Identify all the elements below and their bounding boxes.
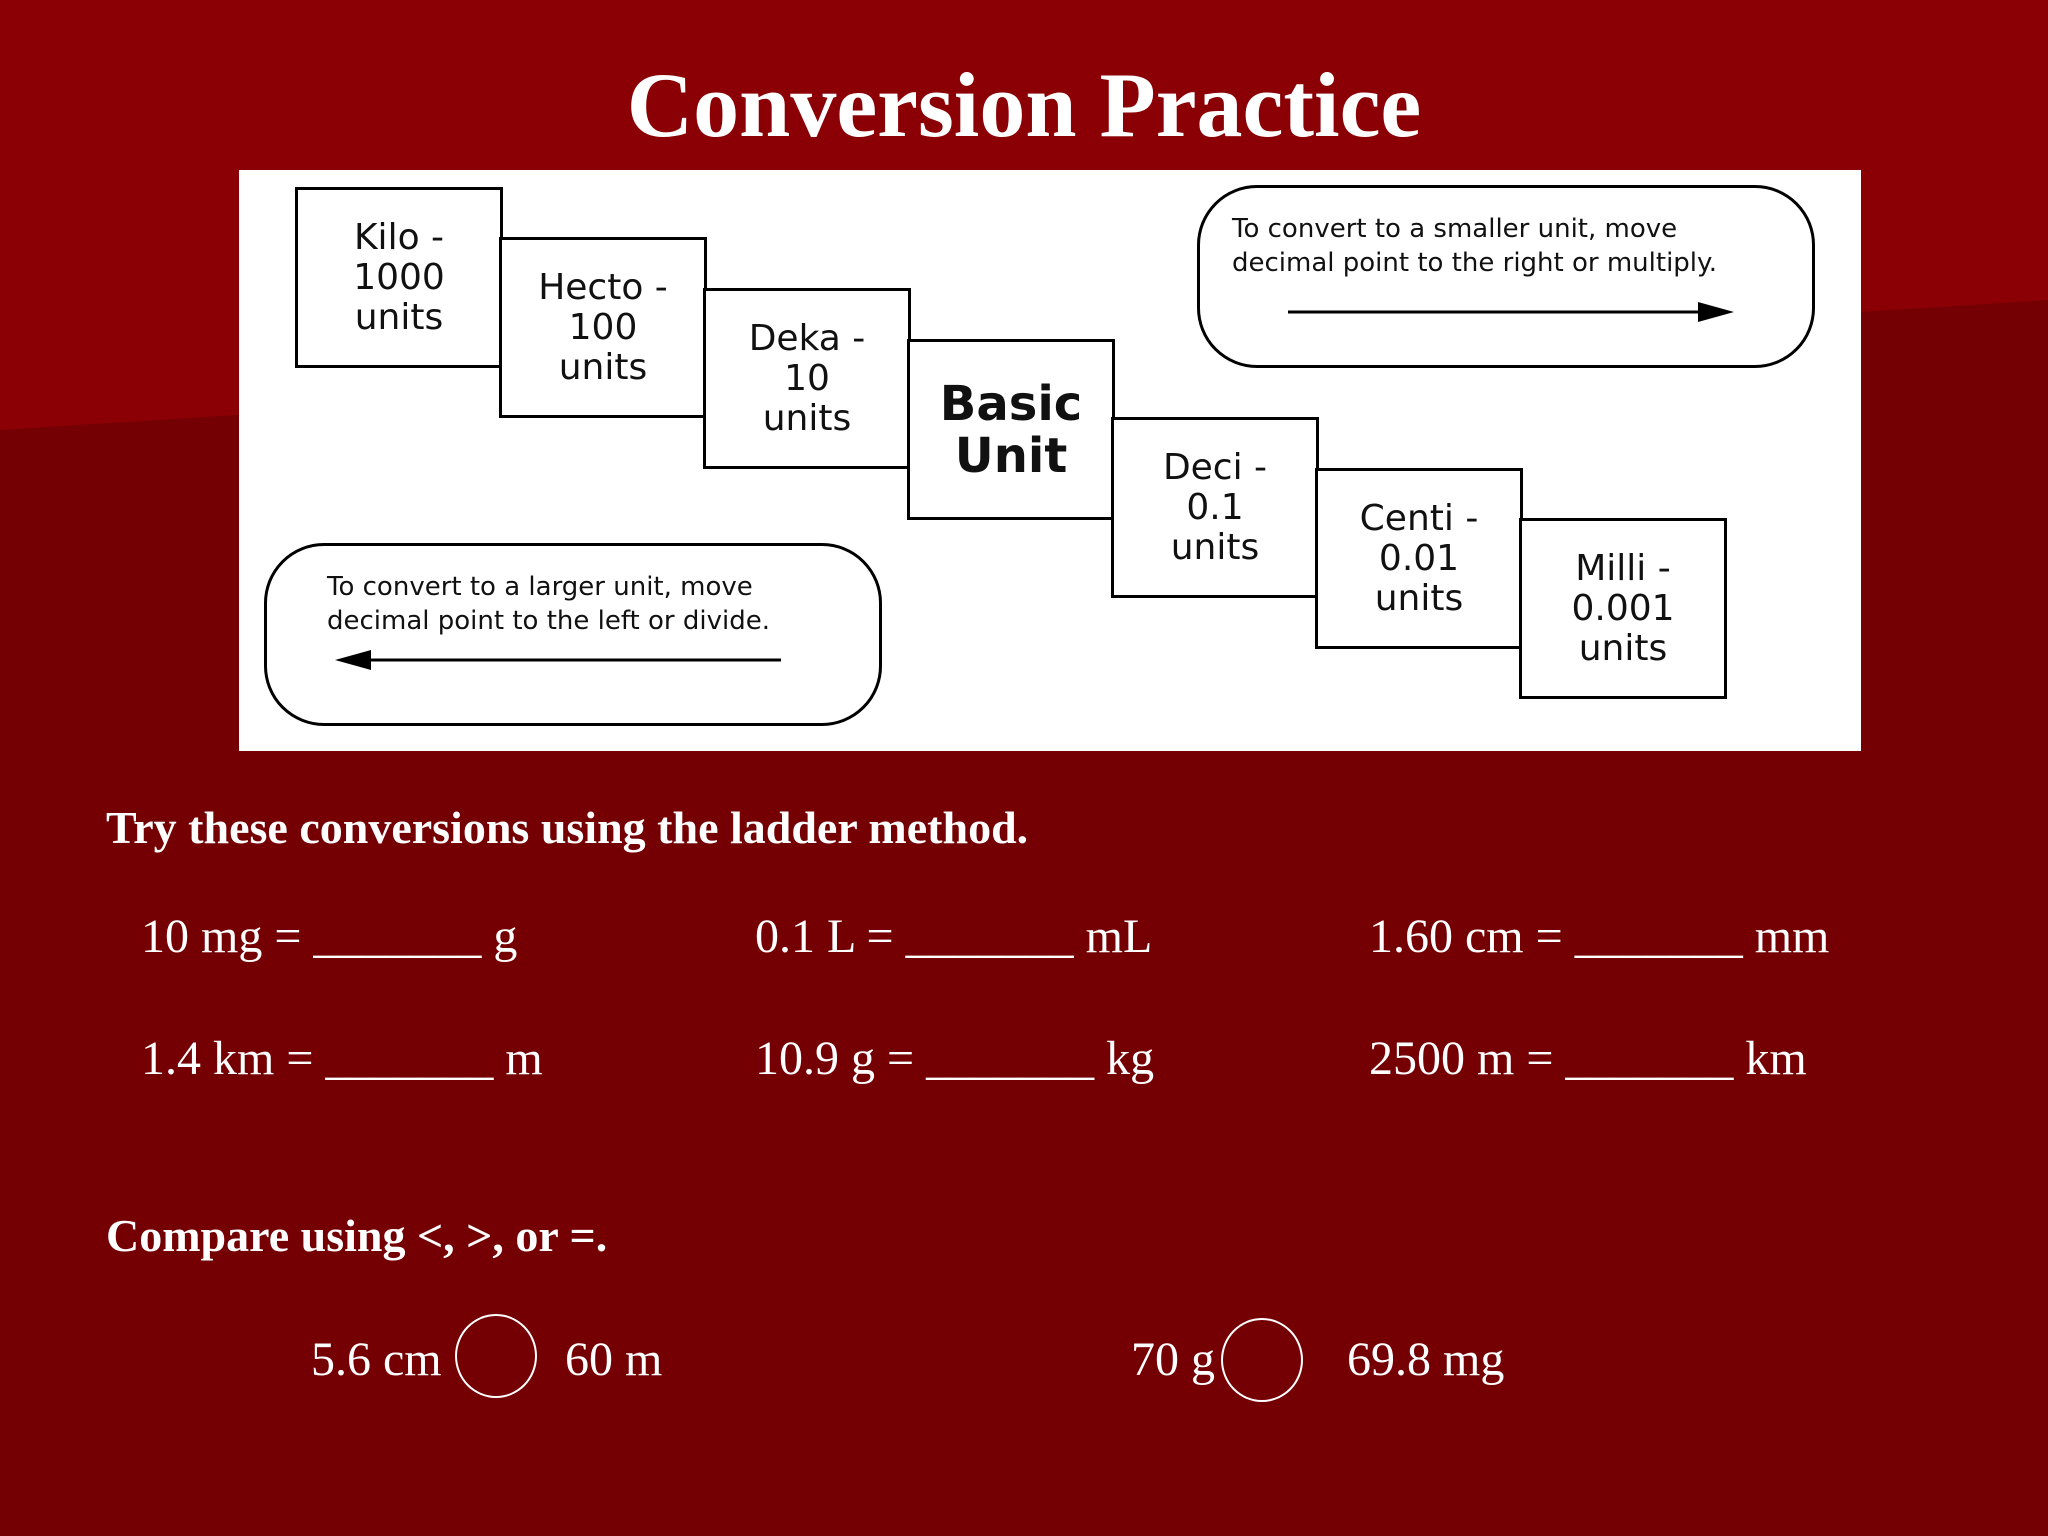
- step-name: Deka -: [748, 317, 866, 359]
- step-value: 10: [784, 357, 830, 399]
- ladder-step-deka: [703, 288, 911, 469]
- step-unit: units: [1578, 627, 1668, 669]
- ladder-step-kilo: [295, 187, 503, 368]
- step-value: 100: [568, 306, 638, 348]
- arrow-right-icon: [1288, 300, 1738, 324]
- arrow-left-icon: [335, 648, 785, 672]
- conversion-problem: 0.1 L = _______ mL: [755, 910, 1153, 963]
- ladder-step-deci: [1111, 417, 1319, 598]
- larger-unit-note-text: To convert to a larger unit, move decimal point to the left or divide.: [327, 572, 770, 636]
- conversion-problem: 2500 m = _______ km: [1369, 1032, 1807, 1085]
- step-value: Unit: [954, 427, 1068, 484]
- ladder-step-hecto: [499, 237, 707, 418]
- compare-left-value: 5.6 cm: [311, 1333, 442, 1386]
- step-name: Milli -: [1575, 547, 1671, 589]
- step-unit: units: [1170, 526, 1260, 568]
- slide-title: Conversion Practice: [626, 54, 1422, 156]
- step-name: Deci -: [1162, 446, 1268, 488]
- conversion-problem: 10 mg = _______ g: [141, 910, 518, 963]
- step-unit: units: [1374, 577, 1464, 619]
- ladder-step-basic-unit: [907, 339, 1115, 520]
- compare-instruction: Compare using <, >, or =.: [106, 1210, 608, 1261]
- step-name: Basic: [939, 375, 1083, 432]
- smaller-unit-note: [1197, 185, 1815, 368]
- larger-unit-note: [264, 543, 882, 726]
- conversion-problem: 1.4 km = _______ m: [141, 1032, 543, 1085]
- step-unit: units: [762, 397, 852, 439]
- ladder-step-milli: [1519, 518, 1727, 699]
- compare-answer-circle[interactable]: [1221, 1318, 1303, 1402]
- step-value: 0.001: [1571, 587, 1675, 629]
- conversions-instruction: Try these conversions using the ladder method.: [106, 802, 1029, 853]
- step-value: 1000: [353, 256, 445, 298]
- compare-answer-circle[interactable]: [455, 1314, 537, 1398]
- step-name: Centi -: [1359, 497, 1479, 539]
- metric-ladder-diagram: [239, 170, 1861, 751]
- compare-left-value: 70 g: [1131, 1333, 1215, 1386]
- step-unit: units: [558, 346, 648, 388]
- step-name: Hecto -: [538, 266, 668, 308]
- step-value: 0.01: [1378, 537, 1460, 579]
- ladder-step-centi: [1315, 468, 1523, 649]
- compare-right-value: 69.8 mg: [1347, 1333, 1505, 1386]
- step-name: Kilo -: [353, 216, 445, 258]
- step-value: 0.1: [1186, 486, 1244, 528]
- step-unit: units: [354, 296, 444, 338]
- conversion-problem: 1.60 cm = _______ mm: [1369, 910, 1830, 963]
- conversion-problem: 10.9 g = _______ kg: [755, 1032, 1155, 1085]
- compare-right-value: 60 m: [565, 1333, 663, 1386]
- smaller-unit-note-text: To convert to a smaller unit, move decimal point to the right or multiply.: [1232, 214, 1717, 278]
